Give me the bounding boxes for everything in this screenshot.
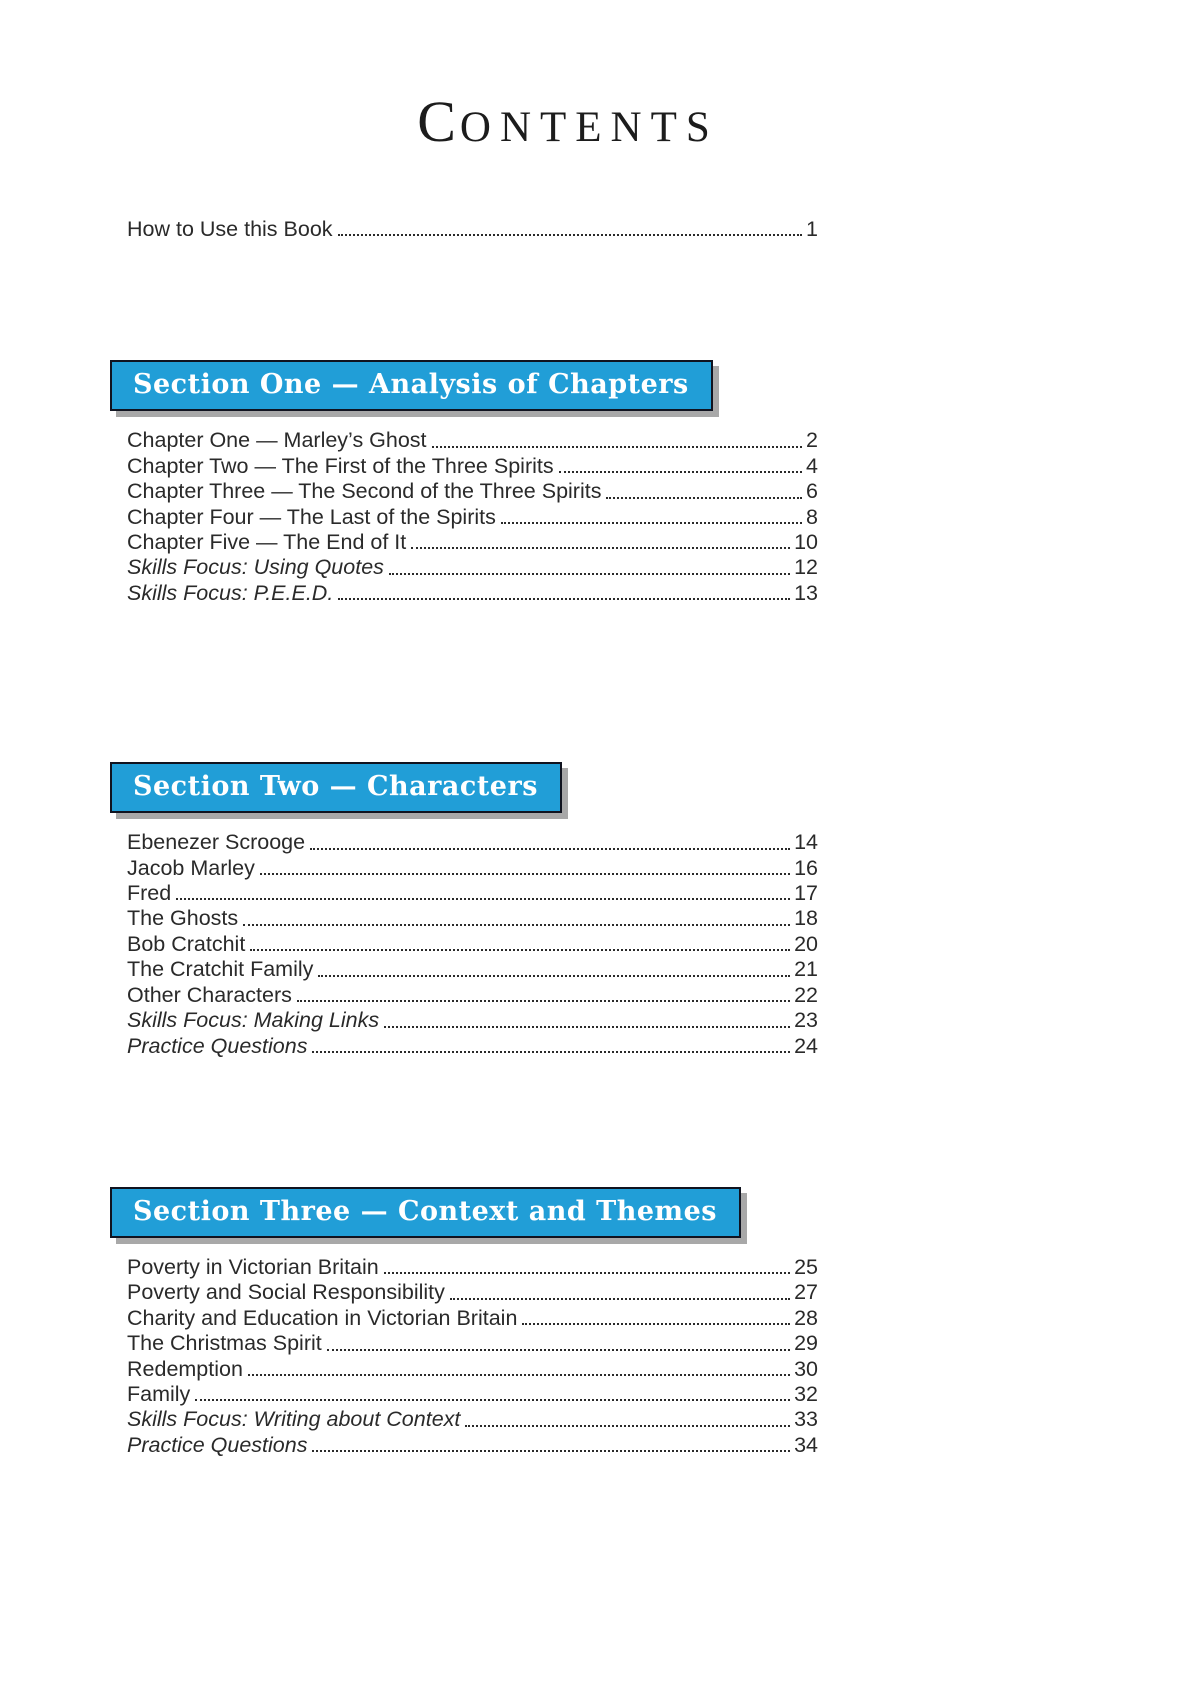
- toc-entry-label: The Cratchit Family: [127, 957, 314, 982]
- toc-entry-label: Ebenezer Scrooge: [127, 830, 306, 855]
- toc-entry: [127, 906, 818, 931]
- toc-entry: [127, 1034, 818, 1059]
- toc-entry-label: Other Characters: [127, 982, 292, 1007]
- section-one: [127, 360, 818, 606]
- toc-entry-label: Skills Focus: P.E.E.D.: [127, 580, 334, 605]
- dotted-leader: [318, 975, 790, 977]
- toc-entry-page: 10: [794, 530, 818, 555]
- toc-entry-page: 17: [794, 881, 818, 906]
- dotted-leader: [450, 1298, 790, 1300]
- toc-entry-label: Bob Cratchit: [127, 931, 246, 956]
- toc-entry-page: 21: [794, 957, 818, 982]
- toc-entry-label: Skills Focus: Using Quotes: [127, 555, 384, 580]
- dotted-leader: [312, 1051, 790, 1053]
- toc-entry: [127, 983, 818, 1008]
- toc-entry-page: 20: [794, 931, 818, 956]
- toc-entry-label: Poverty in Victorian Britain: [127, 1254, 379, 1279]
- toc-entry-page: 16: [794, 855, 818, 880]
- dotted-leader: [522, 1323, 790, 1325]
- toc-entry: [127, 1382, 818, 1407]
- toc-entry-label: Fred: [127, 881, 172, 906]
- toc-entry-page: 8: [806, 504, 818, 529]
- toc-entry: [127, 505, 818, 530]
- section-two: [127, 762, 818, 1059]
- dotted-leader: [389, 573, 790, 575]
- dotted-leader: [559, 471, 802, 473]
- toc-entry: [127, 454, 818, 479]
- toc-entry: [127, 1255, 818, 1280]
- toc-entry-page: 14: [794, 830, 818, 855]
- toc-entry-page: 6: [806, 479, 818, 504]
- toc-entry-page: 13: [794, 580, 818, 605]
- toc-entry: [127, 581, 818, 606]
- dotted-leader: [312, 1450, 790, 1452]
- toc-entry-page: 12: [794, 555, 818, 580]
- toc-entry-page: 18: [794, 906, 818, 931]
- dotted-leader: [411, 547, 790, 549]
- toc-entry-page: 24: [794, 1033, 818, 1058]
- toc-entry-page: 30: [794, 1356, 818, 1381]
- toc-entry-page: 33: [794, 1407, 818, 1432]
- dotted-leader: [384, 1272, 790, 1274]
- toc-entry-page: 22: [794, 982, 818, 1007]
- toc-entry-label: Skills Focus: Writing about Context: [127, 1407, 461, 1432]
- dotted-leader: [176, 898, 790, 900]
- section-three-entries: [127, 1255, 818, 1458]
- toc-entry: [127, 1433, 818, 1458]
- toc-entry-label: Practice Questions: [127, 1432, 308, 1457]
- toc-entry-label: Chapter Two — The First of the Three Spirits: [127, 453, 554, 478]
- toc-entry-label: Charity and Education in Victorian Britain: [127, 1305, 518, 1330]
- dotted-leader: [260, 873, 790, 875]
- toc-entry: [127, 1280, 818, 1305]
- dotted-leader: [465, 1425, 790, 1427]
- dotted-leader: [195, 1399, 790, 1401]
- toc-entry-how-to-use: [127, 217, 818, 242]
- page-title-rest: ONTENTS: [459, 104, 719, 151]
- toc-entry: [127, 1407, 818, 1432]
- page-title-initial: C: [417, 89, 460, 154]
- toc-entry-label: Chapter One — Marley’s Ghost: [127, 428, 427, 453]
- toc-entry-label: How to Use this Book: [127, 217, 333, 241]
- toc-entry: [127, 428, 818, 453]
- dotted-leader: [384, 1026, 790, 1028]
- toc-entry: [127, 881, 818, 906]
- page-title: [0, 88, 1168, 155]
- toc-entry: [127, 479, 818, 504]
- toc-entry-page: 32: [794, 1381, 818, 1406]
- toc-entry: [127, 830, 818, 855]
- toc-entry: [127, 530, 818, 555]
- toc-entry-page: 23: [794, 1008, 818, 1033]
- dotted-leader: [338, 598, 790, 600]
- dotted-leader: [327, 1349, 790, 1351]
- toc-entry-label: Chapter Four — The Last of the Spirits: [127, 504, 496, 529]
- dotted-leader: [606, 497, 802, 499]
- toc-entry-label: The Ghosts: [127, 906, 239, 931]
- toc-entry-page: 25: [794, 1254, 818, 1279]
- toc-entry: [127, 555, 818, 580]
- toc-entry: [127, 932, 818, 957]
- toc-entry-label: Redemption: [127, 1356, 243, 1381]
- toc-entry-label: Chapter Three — The Second of the Three Spirits: [127, 479, 602, 504]
- toc-entry-label: Chapter Five — The End of It: [127, 530, 407, 555]
- toc-entry: [127, 856, 818, 881]
- toc-entry-page: 4: [806, 453, 818, 478]
- toc-entry-label: Family: [127, 1381, 191, 1406]
- section-three-header: Section Three — Context and Themes: [110, 1187, 741, 1238]
- section-one-header: Section One — Analysis of Chapters: [110, 360, 713, 411]
- toc-entry-page: 28: [794, 1305, 818, 1330]
- toc-entry-label: Poverty and Social Responsibility: [127, 1280, 445, 1305]
- dotted-leader: [432, 446, 803, 448]
- dotted-leader: [310, 848, 790, 850]
- section-two-entries: [127, 830, 818, 1059]
- toc-entry-page: 1: [806, 217, 818, 241]
- toc-entry: [127, 1008, 818, 1033]
- dotted-leader: [297, 1000, 790, 1002]
- toc-entry-label: The Christmas Spirit: [127, 1331, 322, 1356]
- toc-entry: [127, 1357, 818, 1382]
- toc-content: [127, 217, 818, 1458]
- toc-entry-page: 2: [806, 428, 818, 453]
- toc-entry-page: 29: [794, 1331, 818, 1356]
- toc-entry: [127, 1306, 818, 1331]
- section-two-header: Section Two — Characters: [110, 762, 562, 813]
- toc-entry-label: Jacob Marley: [127, 855, 255, 880]
- toc-entry: [127, 957, 818, 982]
- toc-entry: [127, 1331, 818, 1356]
- section-three: [127, 1187, 818, 1458]
- section-one-entries: [127, 428, 818, 606]
- dotted-leader: [243, 924, 790, 926]
- toc-entry-label: Practice Questions: [127, 1033, 308, 1058]
- dotted-leader: [250, 949, 790, 951]
- dotted-leader: [338, 234, 803, 236]
- toc-entry-page: 27: [794, 1280, 818, 1305]
- toc-entry-page: 34: [794, 1432, 818, 1457]
- toc-entry-label: Skills Focus: Making Links: [127, 1008, 380, 1033]
- dotted-leader: [501, 522, 802, 524]
- dotted-leader: [248, 1374, 790, 1376]
